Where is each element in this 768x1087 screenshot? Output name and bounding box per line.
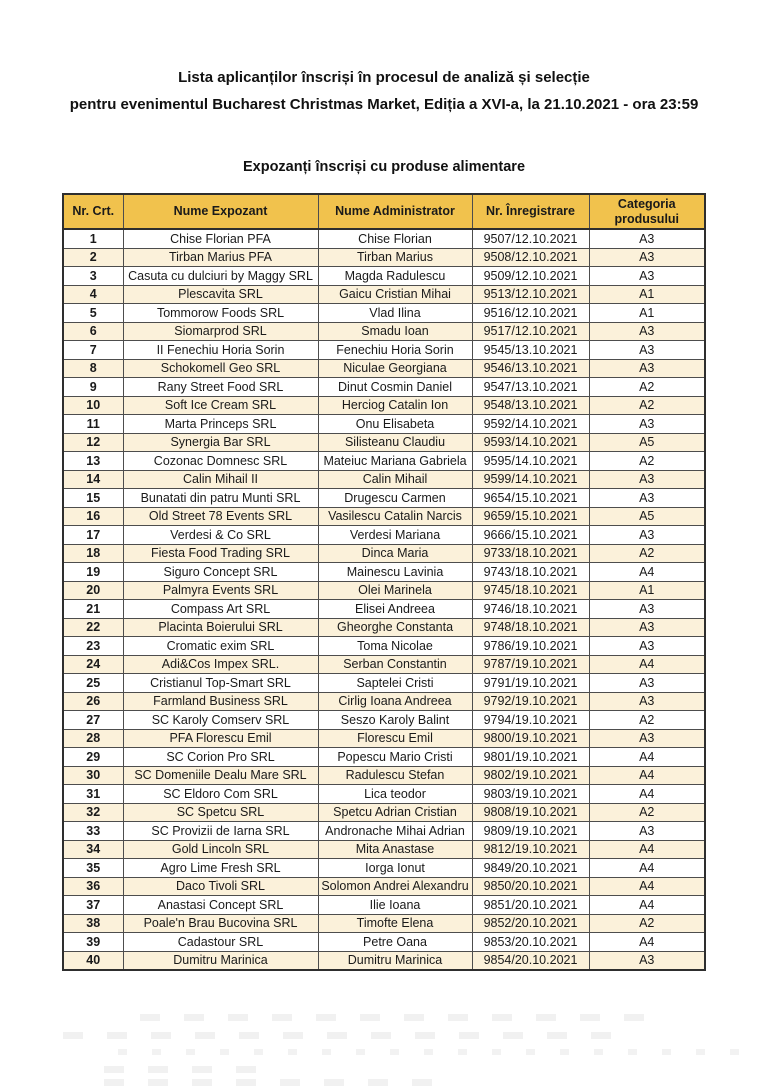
table-row <box>63 748 705 767</box>
product-category: A5 <box>589 433 705 452</box>
row-number: 3 <box>63 267 123 286</box>
expozant-name: Siomarprod SRL <box>123 322 318 341</box>
product-category: A3 <box>589 600 705 619</box>
administrator-name: Lica teodor <box>318 785 472 804</box>
row-number: 26 <box>63 692 123 711</box>
ghost-text-artifact <box>140 1014 645 1021</box>
product-category: A4 <box>589 877 705 896</box>
row-number: 36 <box>63 877 123 896</box>
registration-number: 9599/14.10.2021 <box>472 470 589 489</box>
expozant-name: Cadastour SRL <box>123 933 318 952</box>
row-number: 6 <box>63 322 123 341</box>
row-number: 33 <box>63 822 123 841</box>
table-header-row <box>63 194 705 229</box>
table-row <box>63 359 705 378</box>
table-row <box>63 396 705 415</box>
product-category: A3 <box>589 489 705 508</box>
registration-number: 9508/12.10.2021 <box>472 248 589 267</box>
product-category: A3 <box>589 692 705 711</box>
administrator-name: Magda Radulescu <box>318 267 472 286</box>
expozant-name: Plescavita SRL <box>123 285 318 304</box>
row-number: 24 <box>63 655 123 674</box>
product-category: A4 <box>589 896 705 915</box>
table-row <box>63 822 705 841</box>
administrator-name: Iorga Ionut <box>318 859 472 878</box>
table-row <box>63 248 705 267</box>
row-number: 1 <box>63 229 123 248</box>
expozant-name: Palmyra Events SRL <box>123 581 318 600</box>
ghost-text-artifact <box>104 1079 434 1086</box>
product-category: A3 <box>589 526 705 545</box>
row-number: 14 <box>63 470 123 489</box>
table-row <box>63 415 705 434</box>
product-category: A4 <box>589 840 705 859</box>
expozant-name: PFA Florescu Emil <box>123 729 318 748</box>
expozant-name: Cozonac Domnesc SRL <box>123 452 318 471</box>
administrator-name: Solomon Andrei Alexandru <box>318 877 472 896</box>
table-row <box>63 933 705 952</box>
row-number: 13 <box>63 452 123 471</box>
registration-number: 9802/19.10.2021 <box>472 766 589 785</box>
registration-number: 9851/20.10.2021 <box>472 896 589 915</box>
row-number: 23 <box>63 637 123 656</box>
product-category: A3 <box>589 674 705 693</box>
table-row <box>63 840 705 859</box>
row-number: 16 <box>63 507 123 526</box>
expozant-name: Casuta cu dulciuri by Maggy SRL <box>123 267 318 286</box>
row-number: 18 <box>63 544 123 563</box>
table-row <box>63 655 705 674</box>
row-number: 32 <box>63 803 123 822</box>
administrator-name: Dumitru Marinica <box>318 951 472 970</box>
row-number: 10 <box>63 396 123 415</box>
registration-number: 9854/20.10.2021 <box>472 951 589 970</box>
registration-number: 9748/18.10.2021 <box>472 618 589 637</box>
product-category: A3 <box>589 729 705 748</box>
product-category: A2 <box>589 914 705 933</box>
administrator-name: Saptelei Cristi <box>318 674 472 693</box>
registration-number: 9548/13.10.2021 <box>472 396 589 415</box>
row-number: 2 <box>63 248 123 267</box>
table-row <box>63 785 705 804</box>
document-title-line1: Lista aplicanților înscriși în procesul de analiză și selecție <box>178 69 590 86</box>
table-row <box>63 378 705 397</box>
registration-number: 9746/18.10.2021 <box>472 600 589 619</box>
row-number: 9 <box>63 378 123 397</box>
registration-number: 9547/13.10.2021 <box>472 378 589 397</box>
ghost-text-artifact <box>118 1049 763 1055</box>
table-row <box>63 526 705 545</box>
expozant-name: Schokomell Geo SRL <box>123 359 318 378</box>
administrator-name: Seszo Karoly Balint <box>318 711 472 730</box>
administrator-name: Olei Marinela <box>318 581 472 600</box>
ghost-text-artifact <box>104 1066 269 1073</box>
registration-number: 9803/19.10.2021 <box>472 785 589 804</box>
table-row <box>63 563 705 582</box>
registration-number: 9791/19.10.2021 <box>472 674 589 693</box>
expozant-name: Fiesta Food Trading SRL <box>123 544 318 563</box>
expozant-name: SC Eldoro Com SRL <box>123 785 318 804</box>
administrator-name: Herciog Catalin Ion <box>318 396 472 415</box>
administrator-name: Tirban Marius <box>318 248 472 267</box>
administrator-name: Drugescu Carmen <box>318 489 472 508</box>
administrator-name: Mita Anastase <box>318 840 472 859</box>
section-title: Expozanți înscriși cu produse alimentare <box>242 159 526 175</box>
column-header-categoria-produsului: Categoria produsului <box>589 194 705 229</box>
registration-number: 9517/12.10.2021 <box>472 322 589 341</box>
registration-number: 9808/19.10.2021 <box>472 803 589 822</box>
column-header-nr-crt: Nr. Crt. <box>63 194 123 229</box>
row-number: 30 <box>63 766 123 785</box>
product-category: A2 <box>589 378 705 397</box>
expozant-name: Placinta Boierului SRL <box>123 618 318 637</box>
administrator-name: Elisei Andreea <box>318 600 472 619</box>
administrator-name: Smadu Ioan <box>318 322 472 341</box>
registration-number: 9546/13.10.2021 <box>472 359 589 378</box>
product-category: A3 <box>589 951 705 970</box>
row-number: 11 <box>63 415 123 434</box>
expozant-name: Compass Art SRL <box>123 600 318 619</box>
expozant-name: Daco Tivoli SRL <box>123 877 318 896</box>
row-number: 29 <box>63 748 123 767</box>
administrator-name: Serban Constantin <box>318 655 472 674</box>
administrator-name: Cirlig Ioana Andreea <box>318 692 472 711</box>
table-row <box>63 618 705 637</box>
product-category: A4 <box>589 859 705 878</box>
registration-number: 9786/19.10.2021 <box>472 637 589 656</box>
registration-number: 9592/14.10.2021 <box>472 415 589 434</box>
table-row <box>63 711 705 730</box>
product-category: A5 <box>589 507 705 526</box>
administrator-name: Ilie Ioana <box>318 896 472 915</box>
row-number: 8 <box>63 359 123 378</box>
registration-number: 9852/20.10.2021 <box>472 914 589 933</box>
administrator-name: Dinca Maria <box>318 544 472 563</box>
administrator-name: Petre Oana <box>318 933 472 952</box>
product-category: A1 <box>589 285 705 304</box>
row-number: 39 <box>63 933 123 952</box>
table-row <box>63 322 705 341</box>
expozant-name: SC Provizii de Iarna SRL <box>123 822 318 841</box>
product-category: A1 <box>589 304 705 323</box>
registration-number: 9792/19.10.2021 <box>472 692 589 711</box>
table-row <box>63 229 705 248</box>
row-number: 20 <box>63 581 123 600</box>
expozant-name: Cristianul Top-Smart SRL <box>123 674 318 693</box>
expozant-name: Old Street 78 Events SRL <box>123 507 318 526</box>
product-category: A4 <box>589 785 705 804</box>
registration-number: 9800/19.10.2021 <box>472 729 589 748</box>
product-category: A3 <box>589 637 705 656</box>
table-row <box>63 489 705 508</box>
product-category: A3 <box>589 267 705 286</box>
registration-number: 9849/20.10.2021 <box>472 859 589 878</box>
expozant-name: Verdesi & Co SRL <box>123 526 318 545</box>
expozant-name: Poale'n Brau Bucovina SRL <box>123 914 318 933</box>
product-category: A2 <box>589 452 705 471</box>
table-row <box>63 470 705 489</box>
administrator-name: Vlad Ilina <box>318 304 472 323</box>
row-number: 17 <box>63 526 123 545</box>
table-row <box>63 674 705 693</box>
administrator-name: Mainescu Lavinia <box>318 563 472 582</box>
registration-number: 9745/18.10.2021 <box>472 581 589 600</box>
product-category: A3 <box>589 229 705 248</box>
administrator-name: Timofte Elena <box>318 914 472 933</box>
column-header-nume-administrator: Nume Administrator <box>318 194 472 229</box>
table-row <box>63 896 705 915</box>
table-row <box>63 877 705 896</box>
product-category: A4 <box>589 563 705 582</box>
product-category: A2 <box>589 711 705 730</box>
row-number: 15 <box>63 489 123 508</box>
product-category: A3 <box>589 415 705 434</box>
administrator-name: Vasilescu Catalin Narcis <box>318 507 472 526</box>
expozant-name: Dumitru Marinica <box>123 951 318 970</box>
table-row <box>63 803 705 822</box>
applicants-table <box>62 193 706 971</box>
administrator-name: Radulescu Stefan <box>318 766 472 785</box>
expozant-name: Cromatic exim SRL <box>123 637 318 656</box>
row-number: 7 <box>63 341 123 360</box>
table-row <box>63 692 705 711</box>
administrator-name: Onu Elisabeta <box>318 415 472 434</box>
product-category: A4 <box>589 655 705 674</box>
expozant-name: Tirban Marius PFA <box>123 248 318 267</box>
row-number: 4 <box>63 285 123 304</box>
expozant-name: Tommorow Foods SRL <box>123 304 318 323</box>
row-number: 25 <box>63 674 123 693</box>
expozant-name: Chise Florian PFA <box>123 229 318 248</box>
administrator-name: Verdesi Mariana <box>318 526 472 545</box>
product-category: A4 <box>589 933 705 952</box>
administrator-name: Niculae Georgiana <box>318 359 472 378</box>
table-row <box>63 859 705 878</box>
registration-number: 9654/15.10.2021 <box>472 489 589 508</box>
registration-number: 9850/20.10.2021 <box>472 877 589 896</box>
row-number: 12 <box>63 433 123 452</box>
administrator-name: Andronache Mihai Adrian <box>318 822 472 841</box>
table-row <box>63 285 705 304</box>
expozant-name: Anastasi Concept SRL <box>123 896 318 915</box>
product-category: A1 <box>589 581 705 600</box>
table-body <box>63 229 705 970</box>
registration-number: 9801/19.10.2021 <box>472 748 589 767</box>
table-row <box>63 433 705 452</box>
administrator-name: Spetcu Adrian Cristian <box>318 803 472 822</box>
product-category: A3 <box>589 359 705 378</box>
expozant-name: Farmland Business SRL <box>123 692 318 711</box>
product-category: A3 <box>589 341 705 360</box>
registration-number: 9733/18.10.2021 <box>472 544 589 563</box>
row-number: 34 <box>63 840 123 859</box>
product-category: A3 <box>589 618 705 637</box>
row-number: 22 <box>63 618 123 637</box>
administrator-name: Fenechiu Horia Sorin <box>318 341 472 360</box>
registration-number: 9516/12.10.2021 <box>472 304 589 323</box>
table-row <box>63 544 705 563</box>
table-row <box>63 766 705 785</box>
product-category: A2 <box>589 396 705 415</box>
table-row <box>63 267 705 286</box>
row-number: 28 <box>63 729 123 748</box>
administrator-name: Chise Florian <box>318 229 472 248</box>
administrator-name: Popescu Mario Cristi <box>318 748 472 767</box>
expozant-name: Adi&Cos Impex SRL. <box>123 655 318 674</box>
administrator-name: Toma Nicolae <box>318 637 472 656</box>
row-number: 21 <box>63 600 123 619</box>
registration-number: 9666/15.10.2021 <box>472 526 589 545</box>
table-row <box>63 600 705 619</box>
expozant-name: SC Domeniile Dealu Mare SRL <box>123 766 318 785</box>
expozant-name: Soft Ice Cream SRL <box>123 396 318 415</box>
table-row <box>63 452 705 471</box>
administrator-name: Gheorghe Constanta <box>318 618 472 637</box>
expozant-name: Bunatati din patru Munti SRL <box>123 489 318 508</box>
expozant-name: SC Corion Pro SRL <box>123 748 318 767</box>
table-row <box>63 729 705 748</box>
table-row <box>63 507 705 526</box>
expozant-name: Rany Street Food SRL <box>123 378 318 397</box>
column-header-nr-inregistrare: Nr. Înregistrare <box>472 194 589 229</box>
product-category: A3 <box>589 248 705 267</box>
table-row <box>63 581 705 600</box>
row-number: 31 <box>63 785 123 804</box>
administrator-name: Silisteanu Claudiu <box>318 433 472 452</box>
registration-number: 9595/14.10.2021 <box>472 452 589 471</box>
expozant-name: Synergia Bar SRL <box>123 433 318 452</box>
product-category: A3 <box>589 470 705 489</box>
row-number: 35 <box>63 859 123 878</box>
registration-number: 9513/12.10.2021 <box>472 285 589 304</box>
expozant-name: SC Karoly Comserv SRL <box>123 711 318 730</box>
administrator-name: Dinut Cosmin Daniel <box>318 378 472 397</box>
product-category: A3 <box>589 322 705 341</box>
administrator-name: Mateiuc Mariana Gabriela <box>318 452 472 471</box>
product-category: A4 <box>589 766 705 785</box>
expozant-name: Agro Lime Fresh SRL <box>123 859 318 878</box>
product-category: A4 <box>589 748 705 767</box>
registration-number: 9853/20.10.2021 <box>472 933 589 952</box>
expozant-name: Calin Mihail II <box>123 470 318 489</box>
table-row <box>63 914 705 933</box>
table-row <box>63 304 705 323</box>
expozant-name: SC Spetcu SRL <box>123 803 318 822</box>
administrator-name: Calin Mihail <box>318 470 472 489</box>
row-number: 38 <box>63 914 123 933</box>
registration-number: 9545/13.10.2021 <box>472 341 589 360</box>
table-row <box>63 341 705 360</box>
table-row <box>63 637 705 656</box>
column-header-nume-expozant: Nume Expozant <box>123 194 318 229</box>
registration-number: 9809/19.10.2021 <box>472 822 589 841</box>
registration-number: 9507/12.10.2021 <box>472 229 589 248</box>
registration-number: 9509/12.10.2021 <box>472 267 589 286</box>
row-number: 27 <box>63 711 123 730</box>
row-number: 40 <box>63 951 123 970</box>
product-category: A3 <box>589 822 705 841</box>
expozant-name: Siguro Concept SRL <box>123 563 318 582</box>
registration-number: 9659/15.10.2021 <box>472 507 589 526</box>
document-title-line2: pentru evenimentul Bucharest Christmas Market, Ediția a XVI-a, la 21.10.2021 - ora 23:59 <box>69 96 699 113</box>
expozant-name: Marta Princeps SRL <box>123 415 318 434</box>
administrator-name: Florescu Emil <box>318 729 472 748</box>
expozant-name: Gold Lincoln SRL <box>123 840 318 859</box>
registration-number: 9593/14.10.2021 <box>472 433 589 452</box>
registration-number: 9794/19.10.2021 <box>472 711 589 730</box>
registration-number: 9787/19.10.2021 <box>472 655 589 674</box>
administrator-name: Gaicu Cristian Mihai <box>318 285 472 304</box>
expozant-name: II Fenechiu Horia Sorin <box>123 341 318 360</box>
product-category: A2 <box>589 544 705 563</box>
registration-number: 9812/19.10.2021 <box>472 840 589 859</box>
row-number: 19 <box>63 563 123 582</box>
product-category: A2 <box>589 803 705 822</box>
table-row <box>63 951 705 970</box>
ghost-text-artifact <box>63 1032 628 1039</box>
document-title <box>0 0 768 118</box>
registration-number: 9743/18.10.2021 <box>472 563 589 582</box>
row-number: 37 <box>63 896 123 915</box>
row-number: 5 <box>63 304 123 323</box>
